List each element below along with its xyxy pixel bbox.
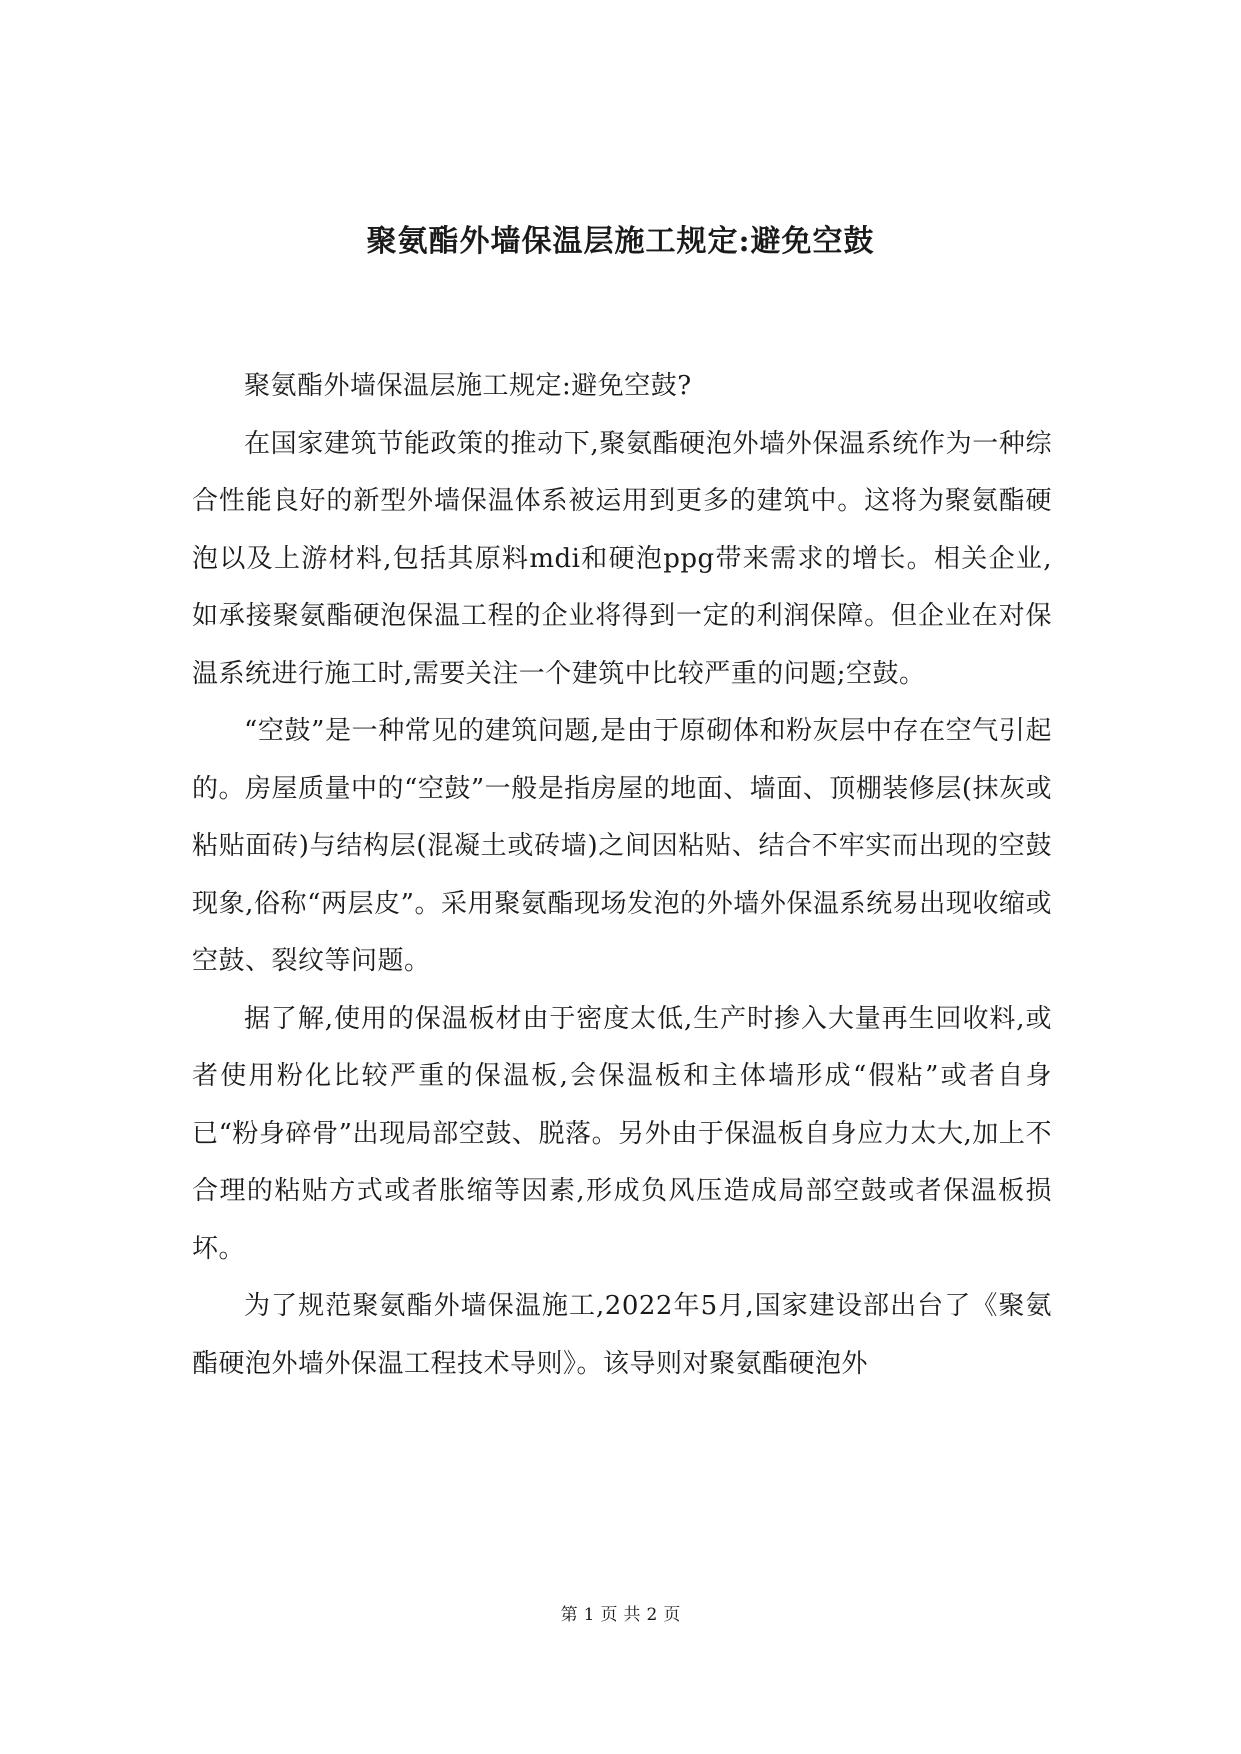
- footer-label-page: 第: [560, 1605, 578, 1625]
- document-body: [192, 358, 1052, 1393]
- page-footer: [0, 1603, 1241, 1627]
- paragraph: “空鼓”是一种常见的建筑问题,是由于原砌体和粉灰层中存在空气引起的。房屋质量中的“空鼓”一般是指房屋的地面、墙面、顶棚装修层(抹灰或粘贴面砖)与结构层(混凝土或砖墙)之间因粘贴、结合不牢实而出现的空鼓现象,俗称“两层皮”。采用聚氨酯现场发泡的外墙外保温系统易出现收缩或空鼓、裂纹等问题。: [192, 716, 1052, 976]
- footer-total-pages: 2: [646, 1605, 658, 1625]
- paragraph: 聚氨酯外墙保温层施工规定:避免空鼓?: [244, 371, 692, 401]
- footer-label-total-unit: 页: [663, 1605, 681, 1625]
- footer-label-page-unit: 页: [600, 1605, 618, 1625]
- paragraph: 为了规范聚氨酯外墙保温施工,2022年5月,国家建设部出台了《聚氨酯硬泡外墙外保温工程技术导则》。该导则对聚氨酯硬泡外: [192, 1291, 1052, 1379]
- paragraph: 据了解,使用的保温板材由于密度太低,生产时掺入大量再生回收料,或者使用粉化比较严重的保温板,会保温板和主体墙形成“假粘”或者自身已“粉身碎骨”出现局部空鼓、脱落。另外由于保温板自身应力太大,加上不合理的粘贴方式或者胀缩等因素,形成负风压造成局部空鼓或者保温板损坏。: [192, 1003, 1052, 1264]
- document-title: 聚氨酯外墙保温层施工规定:避免空鼓: [366, 224, 875, 259]
- paragraph: 在国家建筑节能政策的推动下,聚氨酯硬泡外墙外保温系统作为一种综合性能良好的新型外墙保温体系被运用到更多的建筑中。这将为聚氨酯硬泡以及上游材料,包括其原料mdi和硬泡ppg带来需求的增长。相关企业,如承接聚氨酯硬泡保温工程的企业将得到一定的利润保障。但企业在对保温系统进行施工时,需要关注一个建筑中比较严重的问题;空鼓。: [192, 428, 1052, 689]
- footer-current-page: 1: [583, 1605, 595, 1625]
- footer-label-total: 共: [623, 1605, 641, 1625]
